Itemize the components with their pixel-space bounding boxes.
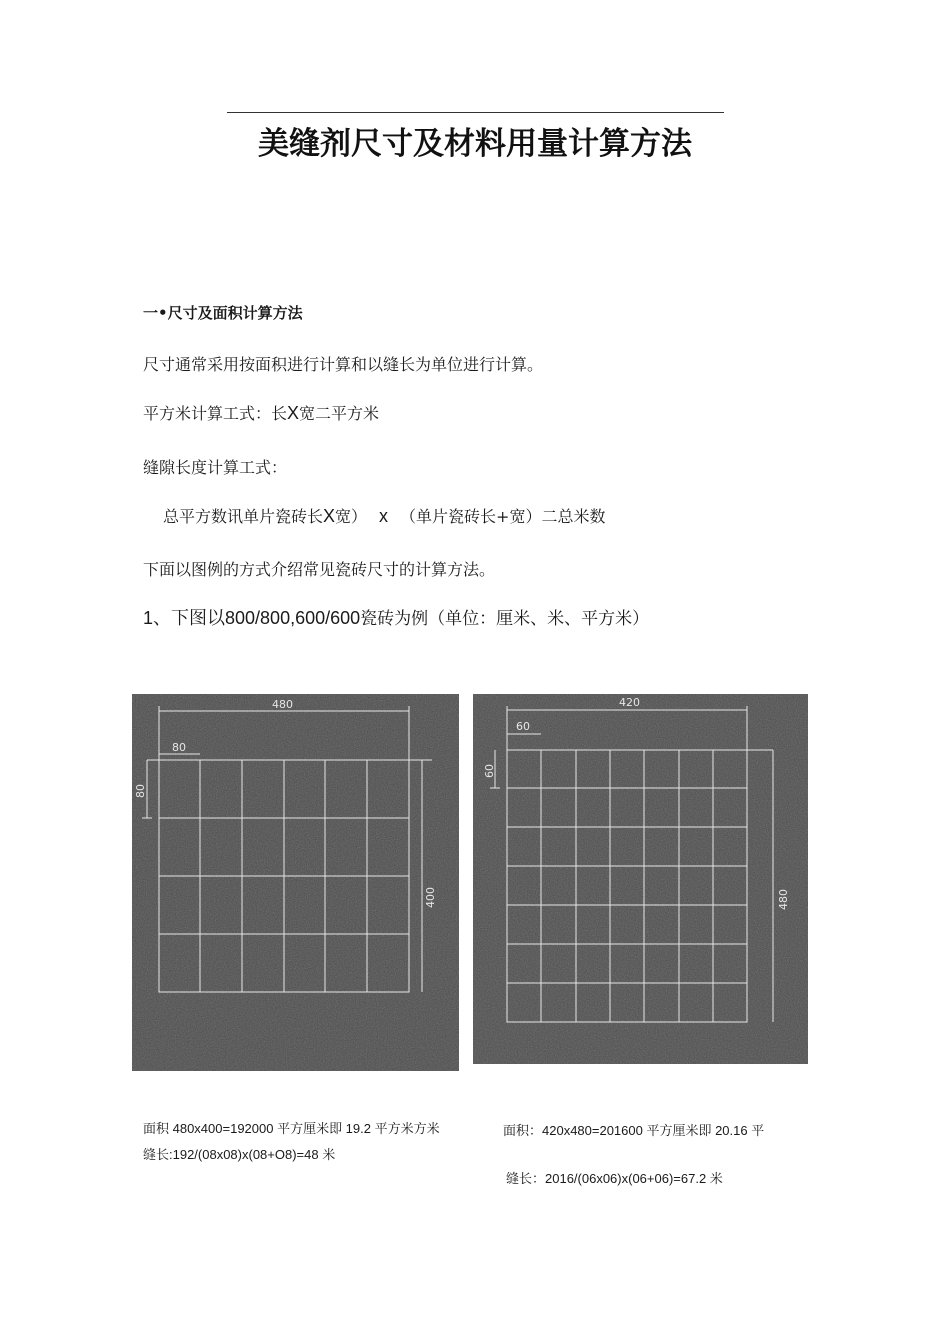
paragraph-area-formula [143, 401, 379, 424]
tile-diagram-600 [473, 694, 808, 1064]
fig2-tile-label: 60 [516, 720, 530, 733]
paragraph-1: 尺寸通常采用按面积进行计算和以缝长为单位进行计算。 [143, 355, 544, 374]
page-title: 美缝剂尺寸及材料用量计算方法 [258, 126, 692, 162]
seam-text-d: （单片瓷砖长+宽）二总米数 [400, 507, 606, 526]
title-rule [227, 112, 724, 113]
fig1-caption-area: 面积 480x400=192000 平方厘米即 19.2 平方米方米 [143, 1121, 440, 1136]
seam-x: X [323, 506, 336, 526]
fig2-tile-side-label: 60 [483, 764, 496, 778]
fig1-tile-side-label: 80 [134, 784, 147, 798]
seam-times: x [379, 506, 389, 526]
example-prefix: 1、下图以 [143, 608, 226, 628]
seam-text-b: 宽） [335, 507, 368, 526]
paragraph-seam-heading: 缝隙长度计算工式： [143, 458, 288, 477]
fig2-width-label: 420 [619, 696, 640, 709]
seam-text-a: 总平方数讯单片瓷砖长 [163, 507, 324, 526]
fig2-height-label: 480 [777, 889, 790, 910]
paragraph-intro: 下面以图例的方式介绍常见瓷砖尺寸的计算方法。 [143, 560, 496, 579]
formula-text-a: 平方米计算工式：长 [143, 404, 288, 423]
fig1-width-label: 480 [272, 698, 293, 711]
example-suffix: 瓷砖为例（单位：厘米、米、平方米） [360, 609, 650, 629]
example-sizes: 800/800,600/600 [225, 608, 361, 628]
formula-x: X [287, 403, 300, 423]
fig1-tile-label: 80 [172, 741, 186, 754]
tile-diagram-800 [132, 694, 459, 1071]
fig2-caption-area: 面积：420x480=201600 平方厘米即 20.16 平 [503, 1123, 765, 1138]
fig1-caption-seam: 缝长:192/(08x08)x(08+O8)=48 米 [143, 1147, 336, 1162]
fig2-caption-seam: 缝长：2016/(06x06)x(06+06)=67.2 米 [506, 1171, 723, 1186]
example-heading [143, 604, 649, 630]
formula-text-b: 宽二平方米 [299, 404, 380, 423]
paragraph-seam-formula [163, 504, 605, 527]
fig1-height-label: 400 [424, 887, 437, 908]
section-heading: 一•尺寸及面积计算方法 [143, 304, 303, 322]
